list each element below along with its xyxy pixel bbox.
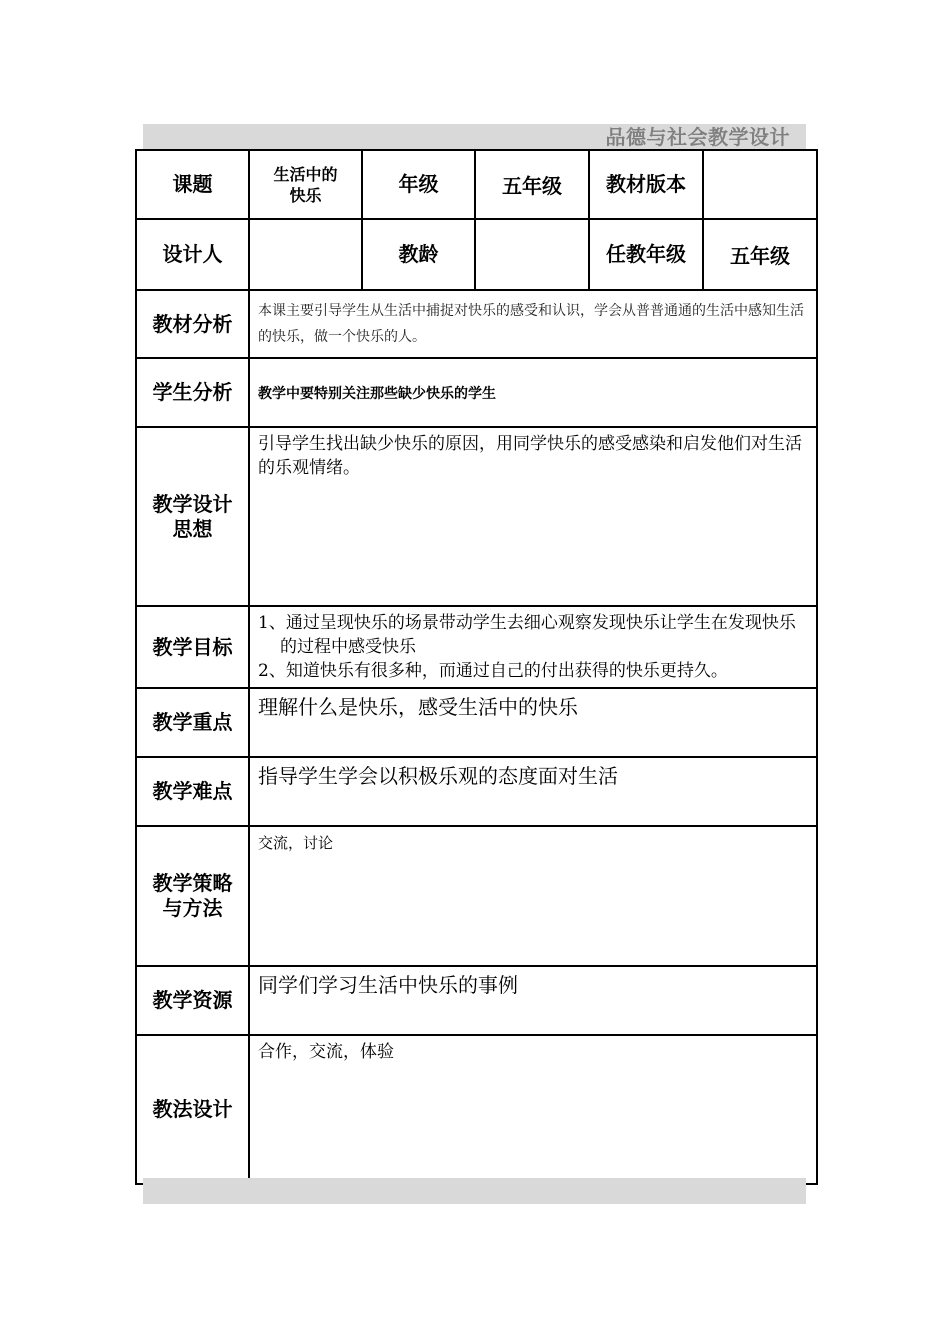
student-analysis-text: 教学中要特别关注那些缺少快乐的学生 <box>249 358 817 427</box>
objective-item-1: 1、通过呈现快乐的场景带动学生去细心观察发现快乐让学生在发现快乐的过程中感受快乐 <box>258 613 796 657</box>
row-textbook-analysis <box>136 290 817 358</box>
topic-value-line2: 快乐 <box>289 185 322 205</box>
design-idea-label-line2: 思想 <box>172 516 213 541</box>
objective-item-2: 2、知道快乐有很多种，而通过自己的付出获得的快乐更持久。 <box>258 661 728 681</box>
resources-label: 教学资源 <box>136 966 249 1035</box>
textbook-analysis-label: 教材分析 <box>136 290 249 358</box>
difficulties-label: 教学难点 <box>136 757 249 826</box>
objectives-label: 教学目标 <box>136 606 249 688</box>
difficulties-text: 指导学生学会以积极乐观的态度面对生活 <box>249 757 817 826</box>
edition-label: 教材版本 <box>589 150 703 219</box>
row-resources <box>136 966 817 1035</box>
design-idea-label-line1: 教学设计 <box>152 491 233 516</box>
teaching-grade-value: 五年级 <box>703 219 817 290</box>
lesson-plan-table <box>135 149 818 1185</box>
row-key-points <box>136 688 817 757</box>
topic-value-line1: 生活中的 <box>273 164 338 184</box>
teaching-grade-label: 任教年级 <box>589 219 703 290</box>
row-objectives <box>136 606 817 688</box>
designer-label: 设计人 <box>136 219 249 290</box>
textbook-analysis-text: 本课主要引导学生从生活中捕捉对快乐的感受和认识，学会从普普通通的生活中感知生活的快乐，做一个快乐的人。 <box>249 290 817 358</box>
grade-value: 五年级 <box>475 150 589 219</box>
key-points-label: 教学重点 <box>136 688 249 757</box>
strategies-label-line1: 教学策略 <box>152 871 233 895</box>
row-designer <box>136 219 817 290</box>
objectives-list <box>249 606 817 688</box>
student-analysis-label: 学生分析 <box>136 358 249 427</box>
teaching-years-value <box>475 219 589 290</box>
method-design-label: 教法设计 <box>136 1035 249 1184</box>
row-strategies <box>136 826 817 966</box>
document-title: 品德与社会教学设计 <box>605 125 790 149</box>
design-idea-text: 引导学生找出缺少快乐的原因，用同学快乐的感受感染和启发他们对生活的乐观情绪。 <box>249 427 817 606</box>
designer-value <box>249 219 362 290</box>
teaching-years-label: 教龄 <box>362 219 475 290</box>
row-design-idea <box>136 427 817 606</box>
topic-label: 课题 <box>136 150 249 219</box>
strategies-label-line2: 与方法 <box>162 896 223 920</box>
method-design-text: 合作，交流，体验 <box>249 1035 817 1184</box>
row-difficulties <box>136 757 817 826</box>
row-method-design <box>136 1035 817 1184</box>
edition-value <box>703 150 817 219</box>
row-student-analysis <box>136 358 817 427</box>
strategies-label <box>136 826 249 966</box>
row-topic <box>136 150 817 219</box>
grade-label: 年级 <box>362 150 475 219</box>
design-idea-label <box>136 427 249 606</box>
key-points-text: 理解什么是快乐，感受生活中的快乐 <box>249 688 817 757</box>
resources-text: 同学们学习生活中快乐的事例 <box>249 966 817 1035</box>
footer-band <box>143 1178 806 1204</box>
strategies-text: 交流，讨论 <box>249 826 817 966</box>
topic-value <box>249 150 362 219</box>
